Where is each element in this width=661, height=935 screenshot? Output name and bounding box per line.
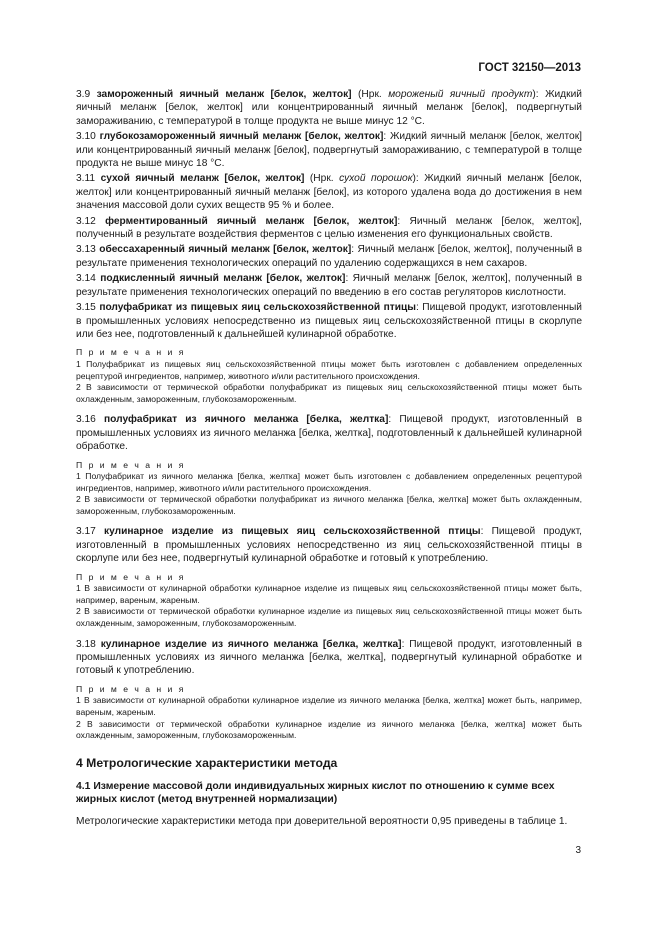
notes-3-17: [76, 572, 582, 630]
definition-3-16: 3.16 полуфабрикат из яичного меланжа [белка, желтка]: Пищевой продукт, изготовленный в промышленных условиях из яичного меланжа [белка, желтка], подготовленный к дальнейшей кулинарной обработке.: [76, 414, 582, 453]
note-item: 2 В зависимости от термической обработки кулинарное изделие из яичного меланжа [белка, желтка] может быть охлажденным, замороженным, глубокозамороженным.: [76, 718, 582, 741]
note-item: 2 В зависимости от термической обработки кулинарное изделие из пищевых яиц сельскохозяйственной птицы может быть охлажденным, замороженным, глубокозамороженным.: [76, 606, 582, 629]
term: ферментированный яичный меланж [белок, желток]: [105, 215, 398, 227]
definition-3-11: 3.11 сухой яичный меланж [белок, желток] (Нрк. сухой порошок): Жидкий яичный меланж [белок, желток] или концентрированный яичный меланж [белок], из которого удалена вода до достижения в нем значения массовой доли сухих веществ 95 % и более.: [76, 173, 582, 212]
notes-3-15: [76, 347, 582, 405]
notes-heading: П р и м е ч а н и я: [76, 459, 186, 470]
deprecated-term: мороженый яичный продукт: [388, 89, 533, 100]
section-text: Метрологические характеристики метода при доверительной вероятности 0,95 приведены в таблице 1.: [76, 816, 568, 828]
term: замороженный яичный меланж [белок, желток]: [96, 89, 352, 100]
term: кулинарное изделие из яичного меланжа [белка, желтка]: [100, 638, 402, 650]
note-item: 2 В зависимости от термической обработки полуфабрикат из яичного меланжа [белка, желтка] может быть охлажденным, замороженным, глубокозамороженным.: [76, 494, 582, 516]
notes-heading: П р и м е ч а н и я: [76, 571, 186, 582]
term: кулинарное изделие из пищевых яиц сельскохозяйственной птицы: [104, 526, 481, 538]
term: подкисленный яичный меланж [белок, желток]: [100, 273, 346, 285]
note-item: 2 В зависимости от термической обработки полуфабрикат из пищевых яиц сельскохозяйственной птицы может быть охлажденным, замороженным, глубокозамороженным.: [76, 382, 582, 404]
definition-3-14: 3.14 подкисленный яичный меланж [белок, желток]: Яичный меланж [белок, желток], полученный в результате применения технологических операций по введению в его состав регуляторов кислотности.: [76, 273, 582, 298]
subsection-heading: 4.1 Измерение массовой доли индивидуальных жирных кислот по отношению к сумме всех жирных кислот (метод внутренней нормализации): [76, 780, 555, 806]
page-number: 3: [575, 845, 581, 856]
term: обессахаренный яичный меланж [белок, желток]: [99, 244, 352, 256]
term: сухой яичный меланж [белок, желток]: [100, 173, 305, 185]
term: полуфабрикат из яичного меланжа [белка, желтка]: [104, 414, 389, 426]
note-item: 1 Полуфабрикат из яичного меланжа [белка, желтка] может быть изготовлен с добавлением определенных рецептурой ингредиентов, например, животного и/или растительного происхождения.: [76, 471, 582, 493]
note-item: 1 В зависимости от кулинарной обработки кулинарное изделие из яичного меланжа [белка, желтка] может быть, например, вареным, жареным.: [76, 695, 582, 718]
notes-3-18: [76, 684, 582, 742]
definition-3-10: 3.10 глубокозамороженный яичный меланж [белок, желток]: Жидкий яичный меланж [белок, желток] или концентрированный яичный меланж [белок], подвергнутый замораживанию, с температурой в толще продукта не выше минус 18 °C.: [76, 131, 582, 170]
term: полуфабрикат из пищевых яиц сельскохозяйственной птицы: [99, 302, 416, 314]
definition-3-12: 3.12 ферментированный яичный меланж [белок, желток]: Яичный меланж [белок, желток], полученный в результате воздействия ферментов с целью изменения его функциональных свойств.: [76, 215, 583, 241]
document-code: ГОСТ 32150—2013: [478, 62, 581, 74]
notes-heading: П р и м е ч а н и я: [76, 347, 186, 358]
definition-3-13: 3.13 обессахаренный яичный меланж [белок, желток]: Яичный меланж [белок, желток], полученный в результате применения технологических операций по удалению содержащихся в нем сахаров.: [76, 244, 582, 269]
definition-3-15: 3.15 полуфабрикат из пищевых яиц сельскохозяйственной птицы: Пищевой продукт, изготовленный в промышленных условиях непосредственно из пищевых яиц сельскохозяйственной птицы в скорлупе или без нее, подготовленный к дальнейшей кулинарной обработке.: [76, 302, 582, 340]
note-item: 1 В зависимости от кулинарной обработки кулинарное изделие из пищевых яиц сельскохозяйственной птицы может быть, например, вареным, жареным.: [76, 583, 582, 605]
definition-3-18: 3.18 кулинарное изделие из яичного меланжа [белка, желтка]: Пищевой продукт, изготовленный в промышленных условиях из яичного меланжа [белка, желтка], подвергнутый кулинарной обработке и готовый к употреблению.: [76, 638, 582, 677]
note-item: 1 Полуфабрикат из пищевых яиц сельскохозяйственной птицы может быть изготовлен с добавлением определенных рецептурой ингредиентов, например, животного и/или растительного происхождения.: [76, 358, 582, 381]
definition-3-9: 3.9 замороженный яичный меланж [белок, желток] (Нрк. мороженый яичный продукт): Жидкий яичный меланж [белок, желток] или концентрированный яичный меланж [белок], подвергнутый замораживанию, с температурой в толще продукта не выше минус 12 °C.: [76, 89, 582, 127]
deprecated-term: сухой порошок: [339, 173, 413, 185]
section-heading: 4 Метрологические характеристики метода: [76, 755, 338, 770]
notes-3-16: [76, 460, 582, 518]
notes-heading: П р и м е ч а н и я: [76, 683, 186, 694]
definition-3-17: 3.17 кулинарное изделие из пищевых яиц сельскохозяйственной птицы: Пищевой продукт, изготовленный в промышленных условиях непосредственно из яиц сельскохозяйственной птицы в скорлупе или без нее, подвергнутый кулинарной обработке и готовый к употреблению.: [76, 526, 582, 565]
document-body: [76, 88, 582, 830]
term: глубокозамороженный яичный меланж [белок, желток]: [99, 131, 384, 143]
